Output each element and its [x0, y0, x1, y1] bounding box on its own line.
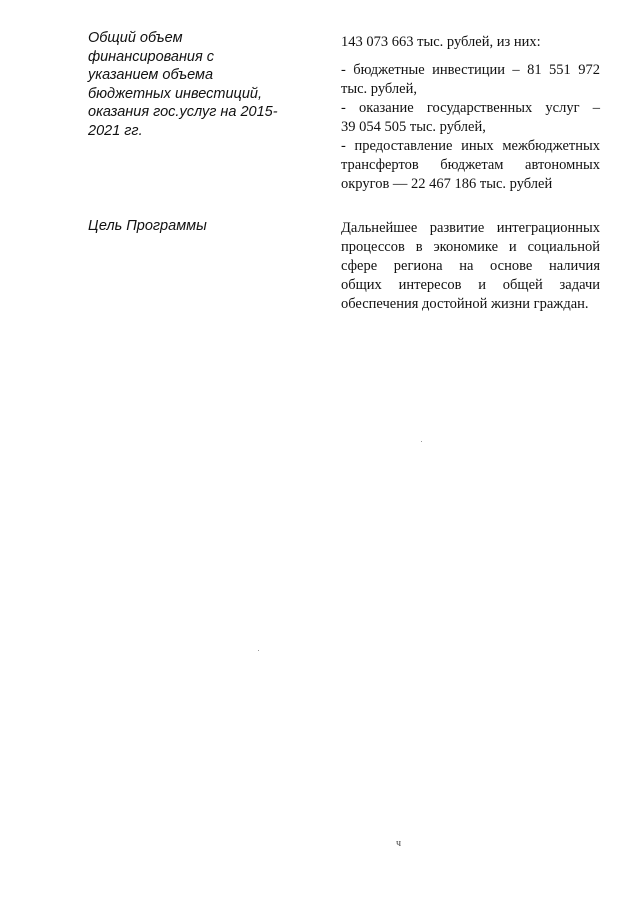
financing-label-line: бюджетных инвестиций, — [88, 85, 262, 102]
interbudget-transfers-line: округов — 22 467 186 тыс. рублей — [341, 176, 553, 192]
state-services-line: 39 054 505 тыс. рублей, — [341, 119, 486, 135]
budget-investments-line: - бюджетные инвестиции – 81 551 972 — [341, 62, 600, 78]
financing-label — [88, 29, 308, 140]
financing-label-line: указанием объема — [88, 67, 214, 83]
interbudget-transfers-line: трансфертов бюджетам автономных — [341, 157, 600, 173]
program-goal-line: обеспечения достойной жизни граждан. — [341, 296, 589, 312]
scan-speck — [258, 650, 259, 651]
financing-value — [341, 33, 600, 194]
program-goal-line: Дальнейшее развитие интеграционных — [341, 220, 600, 236]
program-goal-line: процессов в экономике и социальной — [341, 239, 600, 255]
program-goal-line: сфере региона на основе наличия — [341, 258, 600, 274]
footer-mark: ч — [396, 838, 402, 849]
program-goal-value — [341, 219, 600, 314]
financing-label-line: 2021 гг. — [88, 122, 143, 139]
budget-investments-line: тыс. рублей, — [341, 81, 417, 97]
interbudget-transfers-line: - предоставление иных межбюджетных — [341, 138, 600, 154]
scan-speck — [421, 441, 422, 442]
program-goal-label — [88, 217, 308, 236]
program-goal-label-line: Цель Программы — [88, 218, 207, 234]
state-services-line: - оказание государственных услуг – — [341, 100, 600, 116]
program-goal-line: общих интересов и общей задачи — [341, 277, 600, 293]
financing-label-line: оказания гос.услуг на 2015- — [88, 104, 278, 120]
financing-label-line: финансирования с — [88, 48, 215, 65]
financing-total: 143 073 663 тыс. рублей, из них: — [341, 34, 541, 50]
financing-label-line: Общий объем — [88, 30, 183, 46]
